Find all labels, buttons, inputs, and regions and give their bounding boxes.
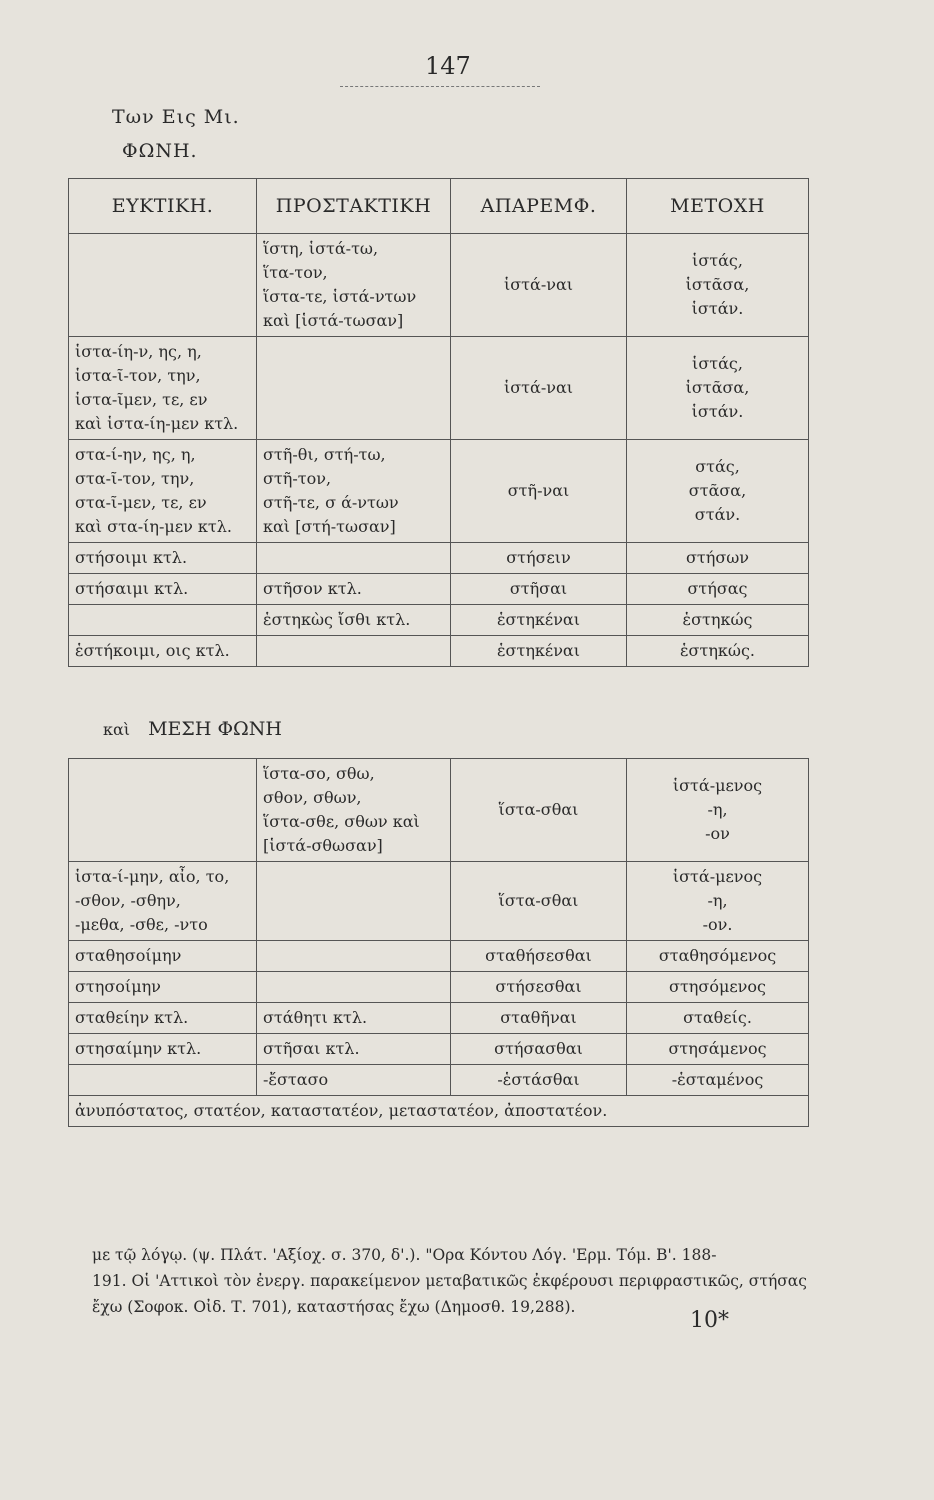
cell-line: στα-ῖ-μεν, τε, εν: [75, 493, 207, 512]
table-cell: [451, 1065, 627, 1096]
table-cell: [627, 972, 809, 1003]
table-cell: [451, 636, 627, 667]
cell-line: καὶ [ἱστά-τωσαν]: [263, 311, 404, 330]
table-cell: [257, 440, 451, 543]
header-row: [69, 179, 809, 234]
table-cell: [627, 234, 809, 337]
column-header-infinitive: ΑΠΑΡΕΜΦ.: [451, 179, 627, 234]
table-row: [69, 941, 809, 972]
cell-line: στῆ-τον,: [263, 469, 332, 488]
cell-line: ἱστα-ίη-ν, ης, η,: [75, 342, 202, 361]
table-cell: [627, 543, 809, 574]
table-cell: [257, 605, 451, 636]
cell-line: ἱστά-μενος: [672, 867, 763, 886]
table-cell: [257, 543, 451, 574]
table-cell: [69, 972, 257, 1003]
table-cell: [257, 574, 451, 605]
cell-line: στήσαιμι κτλ.: [75, 579, 189, 598]
verbal-adjectives: ἀνυπόστατος, στατέον, καταστατέον, μεταστατέον, ἀποστατέον.: [69, 1096, 809, 1127]
cell-line: -μεθα, -σθε, -ντο: [75, 915, 208, 934]
cell-line: στᾶσα,: [688, 481, 747, 500]
cell-line: καὶ στα-ίη-μεν κτλ.: [75, 517, 232, 536]
table-row: [69, 543, 809, 574]
active-voice-table: [68, 178, 809, 667]
table-cell: [257, 234, 451, 337]
cell-line: στῆσαι κτλ.: [263, 1039, 360, 1058]
cell-line: στάς,: [695, 457, 740, 476]
column-header-participle: ΜΕΤΟΧΗ: [627, 179, 809, 234]
cell-line: στῆ-ναι: [507, 481, 570, 500]
cell-line: στησάμενος: [668, 1039, 767, 1058]
table-cell: [627, 941, 809, 972]
table-row: [69, 234, 809, 337]
middle-voice-title: ΜΕΣΗ ΦΩΝΗ: [148, 718, 282, 740]
cell-line: ἵστα-σθαι: [498, 891, 579, 910]
cell-line: ἵστα-σο, σθω,: [263, 764, 375, 783]
cell-line: ἱστάς,: [692, 354, 743, 373]
table-cell: [627, 440, 809, 543]
table-cell: [451, 759, 627, 862]
column-header-optative: ΕΥΚΤΙΚΗ.: [69, 179, 257, 234]
cell-line: -ον.: [702, 915, 733, 934]
cell-line: στάν.: [694, 505, 741, 524]
cell-line: στήσεσθαι: [495, 977, 582, 996]
table-cell: [257, 636, 451, 667]
cell-line: ἑστήκοιμι, οις κτλ.: [75, 641, 230, 660]
cell-line: -ἔστασο: [263, 1070, 329, 1089]
table-row: [69, 1003, 809, 1034]
cell-line: ἵστα-σθε, σθων καὶ: [263, 812, 420, 831]
table-cell: [257, 972, 451, 1003]
table-cell: [69, 862, 257, 941]
table-cell: [627, 337, 809, 440]
table-cell: [257, 862, 451, 941]
table-cell: [451, 1003, 627, 1034]
cell-line: ἱστάν.: [691, 402, 744, 421]
cell-line: ἵστα-τε, ἱστά-ντων: [263, 287, 417, 306]
table-cell: [451, 234, 627, 337]
cell-line: ἵτα-τον,: [263, 263, 328, 282]
cell-line: ἵστα-σθαι: [498, 800, 579, 819]
table-row: [69, 636, 809, 667]
table-cell: [627, 862, 809, 941]
table-cell: [627, 1065, 809, 1096]
cell-line: στῆσαι: [509, 579, 568, 598]
table-cell: [257, 941, 451, 972]
table-row: [69, 759, 809, 862]
cell-line: ἱστᾶσα,: [685, 275, 750, 294]
footnote-line: 191. Οἱ 'Αττικοὶ τὸν ἐνεργ. παρακείμενον μεταβατικῶς ἐκφέρουσι περιφραστικῶς, στήσας: [92, 1272, 807, 1290]
cell-line: ἱστα-ῖμεν, τε, εν: [75, 390, 208, 409]
cell-line: στήσειν: [506, 548, 571, 567]
table-cell: [627, 574, 809, 605]
cell-line: ἑστηκώς.: [679, 641, 756, 660]
table-cell: [69, 1003, 257, 1034]
cell-line: ἱστᾶσα,: [685, 378, 750, 397]
cell-line: καὶ ἱστα-ίη-μεν κτλ.: [75, 414, 239, 433]
cell-line: σταθείην κτλ.: [75, 1008, 189, 1027]
cell-line: στησοίμην: [75, 977, 161, 996]
table-cell: [69, 543, 257, 574]
table-cell: [69, 605, 257, 636]
table-footer-row: [69, 1096, 809, 1127]
table-cell: [257, 337, 451, 440]
table-cell: [451, 1034, 627, 1065]
page-number: 147: [425, 52, 471, 80]
cell-line: στα-ί-ην, ης, η,: [75, 445, 196, 464]
cell-line: στήσων: [685, 548, 750, 567]
column-header-imperative: ΠΡΟΣΤΑΚΤΙΚΗ: [257, 179, 451, 234]
table-cell: [451, 972, 627, 1003]
table-cell: [69, 337, 257, 440]
table-row: [69, 1065, 809, 1096]
table-cell: [451, 543, 627, 574]
cell-line: ἱστά-μενος: [672, 776, 763, 795]
middle-voice-kai: καὶ: [103, 720, 131, 739]
cell-line: στῆ-θι, στή-τω,: [263, 445, 386, 464]
signature-mark: 10*: [690, 1308, 729, 1333]
middle-voice-heading: [103, 718, 282, 740]
section-title-line2: ΦΩΝΗ.: [122, 140, 198, 162]
table-cell: [451, 337, 627, 440]
table-cell: [627, 759, 809, 862]
table-row: [69, 862, 809, 941]
table-cell: [257, 1003, 451, 1034]
table-cell: [69, 941, 257, 972]
table-cell: [69, 1065, 257, 1096]
cell-line: [ἱστά-σθωσαν]: [263, 836, 383, 855]
cell-line: ἱστα-ῖ-τον, την,: [75, 366, 201, 385]
table-cell: [69, 636, 257, 667]
cell-line: σταθησόμενος: [658, 946, 777, 965]
cell-line: σταθησοίμην: [75, 946, 182, 965]
footnote-line: ἔχω (Σοφοκ. Οἰδ. Τ. 701), καταστήσας ἔχω (Δημοσθ. 19,288).: [92, 1298, 576, 1316]
table-row: [69, 440, 809, 543]
cell-line: ἱστά-ναι: [503, 275, 574, 294]
table-cell: [69, 574, 257, 605]
table-cell: [451, 605, 627, 636]
cell-line: σθον, σθων,: [263, 788, 362, 807]
table-cell: [69, 1034, 257, 1065]
cell-line: ἱστα-ί-μην, αἶο, το,: [75, 867, 230, 886]
footnote-line: με τῷ λόγῳ. (ψ. Πλάτ. 'Αξίοχ. σ. 370, δ'.). "Ορα Κόντου Λόγ. 'Ερμ. Τόμ. Β'. 188-: [92, 1246, 717, 1264]
cell-line: -ἑσταμένος: [671, 1070, 764, 1089]
cell-line: -ἑστάσθαι: [497, 1070, 580, 1089]
table-cell: [627, 636, 809, 667]
table-cell: [69, 759, 257, 862]
cell-line: σταθήσεσθαι: [485, 946, 592, 965]
cell-line: σταθείς.: [683, 1008, 752, 1027]
cell-line: στήσοιμι κτλ.: [75, 548, 188, 567]
cell-line: στάθητι κτλ.: [263, 1008, 368, 1027]
table-cell: [69, 234, 257, 337]
table-row: [69, 605, 809, 636]
cell-line: στῆσον κτλ.: [263, 579, 362, 598]
cell-line: -η,: [707, 891, 728, 910]
table-cell: [257, 759, 451, 862]
table-row: [69, 1034, 809, 1065]
cell-line: ἱστάς,: [692, 251, 743, 270]
table-cell: [627, 1034, 809, 1065]
cell-line: ἵστη, ἱστά-τω,: [263, 239, 379, 258]
cell-line: καὶ [στή-τωσαν]: [263, 517, 396, 536]
table-row: [69, 337, 809, 440]
section-title-line1: Των Εις Μι.: [112, 106, 240, 128]
cell-line: ἱστά-ναι: [503, 378, 574, 397]
cell-line: ἑστηκώς: [682, 610, 753, 629]
table-cell: [451, 941, 627, 972]
cell-line: σταθῆναι: [500, 1008, 577, 1027]
middle-voice-table: [68, 758, 809, 1127]
table-row: [69, 972, 809, 1003]
table-cell: [451, 574, 627, 605]
cell-line: -σθον, -σθην,: [75, 891, 181, 910]
table-cell: [451, 862, 627, 941]
cell-line: στα-ῖ-τον, την,: [75, 469, 195, 488]
page-number-rule: [340, 86, 540, 87]
cell-line: στήσας: [687, 579, 748, 598]
cell-line: ἑστηκέναι: [496, 610, 581, 629]
table-row: [69, 574, 809, 605]
table-cell: [257, 1065, 451, 1096]
cell-line: στησαίμην κτλ.: [75, 1039, 202, 1058]
table-cell: [69, 440, 257, 543]
table-cell: [627, 1003, 809, 1034]
cell-line: ἑστηκέναι: [496, 641, 581, 660]
cell-line: στῆ-τε, σ ά-ντων: [263, 493, 399, 512]
table-cell: [627, 605, 809, 636]
cell-line: ἑστηκὼς ἴσθι κτλ.: [263, 610, 411, 629]
table-cell: [257, 1034, 451, 1065]
cell-line: ἱστάν.: [691, 299, 744, 318]
cell-line: στησόμενος: [669, 977, 766, 996]
cell-line: -ον: [705, 824, 730, 843]
cell-line: -η,: [707, 800, 728, 819]
table-cell: [451, 440, 627, 543]
cell-line: στήσασθαι: [494, 1039, 583, 1058]
